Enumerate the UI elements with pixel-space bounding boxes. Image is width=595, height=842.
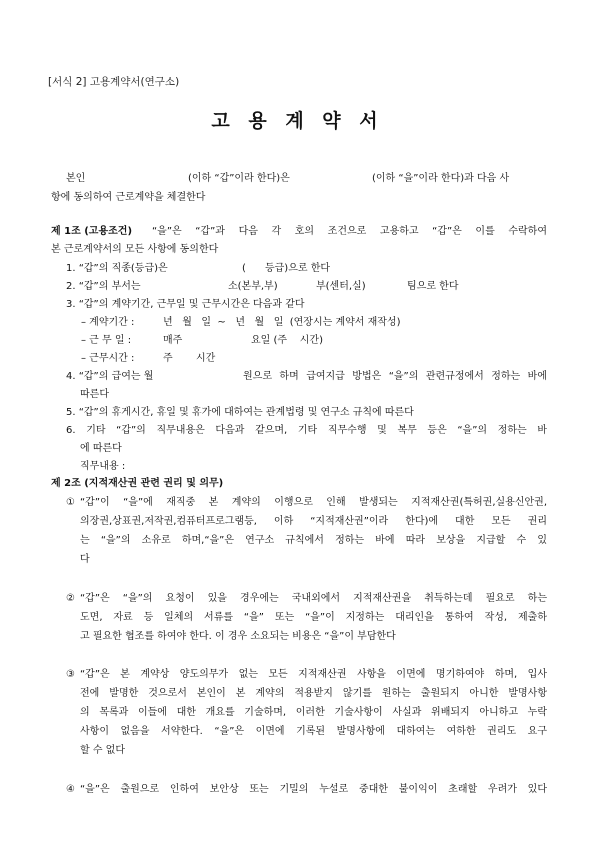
- article-1-item-6: 6. 기타 “갑”의 직무내용은 다음과 같으며, 기타 직무수행 및 복무 등은 “을”의 정하는 바: [66, 425, 547, 436]
- article-1-item-2: 2. “갑”의 부서는: [66, 281, 141, 292]
- work-days-value: 요일 (주 시간): [251, 335, 323, 346]
- clause-2-line-2: 도면, 자료 등 일체의 서류를 “을” 또는 “을”이 지정하는 대리인을 통하여 작성, 제출하: [80, 612, 547, 623]
- clause-4-line-1: “을”은 출원으로 인하여 보안상 또는 기밀의 누설로 중대한 불이익이 초래할 우려가 있다: [80, 784, 547, 795]
- intro-line-2: 항에 동의하여 근로계약을 체결한다: [51, 192, 206, 203]
- clause-1-number: ①: [66, 497, 75, 508]
- article-1-item-1-grade: ( 등급)으로 한다: [242, 263, 331, 274]
- work-days-label: – 근 무 일 :: [81, 335, 132, 346]
- clause-2-line-3: 고 필요한 협조를 하여야 한다. 이 경우 소요되는 비용은 “을”이 부담한다: [80, 631, 396, 642]
- article-1-item-1: 1. “갑”의 직종(등급)은: [66, 263, 168, 274]
- clause-1-line-2: 의장권,상표권,저작권,컴퓨터프로그램등, 이하 “지적재산권”이라 한다)에 대한 모든 권리: [80, 516, 547, 527]
- article-1-text-cont: 본 근로계약서의 모든 사항에 동의한다: [51, 244, 219, 255]
- article-1-item-3: 3. “갑”의 계약기간, 근무일 및 근무시간은 다음과 같다: [66, 299, 305, 310]
- article-1-item-4-cont: 따른다: [80, 389, 109, 400]
- clause-3-line-1: “갑”은 본 계약상 양도의무가 없는 모든 지적재산권 사항을 이면에 명기하여야 하며, 입사: [80, 669, 547, 680]
- article-2-heading: 제 2조 (지적재산권 관련 권리 및 의무): [51, 478, 224, 489]
- clause-3-number: ③: [66, 669, 75, 680]
- article-1-item-6-cont: 에 따른다: [80, 443, 122, 454]
- article-1-heading: 제 1조 (고용조건): [51, 226, 133, 237]
- work-days-weekly: 매주: [163, 335, 183, 346]
- clause-4-number: ④: [66, 784, 75, 795]
- clause-3-line-2: 전에 발명한 것으로서 본인이 본 계약의 적용받지 않기를 원하는 출원되지 아니한 발명사항: [80, 688, 547, 699]
- article-1-item-2-dept: 부(센터,실): [316, 281, 366, 292]
- contract-period-value: 년 월 일 ~ 년 월 일 (연장시는 계약서 재작성): [163, 317, 401, 328]
- job-description-label: 직무내용 :: [80, 461, 126, 472]
- clause-3-line-5: 할 수 없다: [80, 745, 125, 756]
- contract-period-label: – 계약기간 :: [81, 317, 135, 328]
- clause-2-line-1: “갑”은 “을”의 요청이 있을 경우에는 국내외에서 지적재산권을 취득하는데 필요로 하는: [80, 593, 547, 604]
- clause-2-number: ②: [66, 593, 75, 604]
- article-1-item-2-team: 팀으로 한다: [407, 281, 459, 292]
- clause-1-line-1: “갑”이 “을”에 재직중 본 계약의 이행으로 인해 발생되는 지적재산권(특허권,실용신안권,: [80, 497, 547, 508]
- article-1-item-2-office: 소(본부,부): [228, 281, 278, 292]
- work-hours-unit: 시간: [196, 353, 216, 364]
- clause-1-line-4: 다: [80, 554, 90, 565]
- clause-1-line-3: 는 “을”의 소유로 하며,“을”은 연구소 규칙에서 정하는 바에 따라 보상을 지급할 수 있: [80, 535, 547, 546]
- intro-party-b: (이하 “을”이라 한다)과 다음 사: [372, 173, 510, 184]
- clause-3-line-4: 사항이 없음을 서약한다. “을”은 이면에 기록된 발명사항에 대하여는 여하한 권리도 요구: [80, 726, 547, 737]
- intro-party-a: (이하 “갑”이라 한다)은: [188, 173, 290, 184]
- intro-party-label: 본인: [66, 173, 86, 184]
- article-1-text: “을”은 “갑”과 다음 각 호의 조건으로 고용하고 “갑”은 이를 수락하여: [152, 226, 547, 237]
- article-1-item-5: 5. “갑”의 휴게시간, 휴일 및 휴가에 대하여는 관계법령 및 연구소 규칙에 따른다: [66, 407, 414, 418]
- article-1-item-4: 4. “갑”의 급여는 월: [66, 371, 154, 382]
- work-hours-week: 주: [163, 353, 173, 364]
- article-1-item-4-text: 원으로 하며 급여지급 방법은 “을”의 관련규정에서 정하는 바에: [243, 371, 547, 382]
- clause-3-line-3: 의 목록과 이들에 대한 개요를 기술하며, 이러한 기술사항이 사실과 위배되지 아니하고 누락: [80, 707, 547, 718]
- form-number-label: [서식 2] 고용계약서(연구소): [48, 76, 180, 88]
- work-hours-label: – 근무시간 :: [81, 353, 135, 364]
- document-title: 고 용 계 약 서: [211, 110, 384, 132]
